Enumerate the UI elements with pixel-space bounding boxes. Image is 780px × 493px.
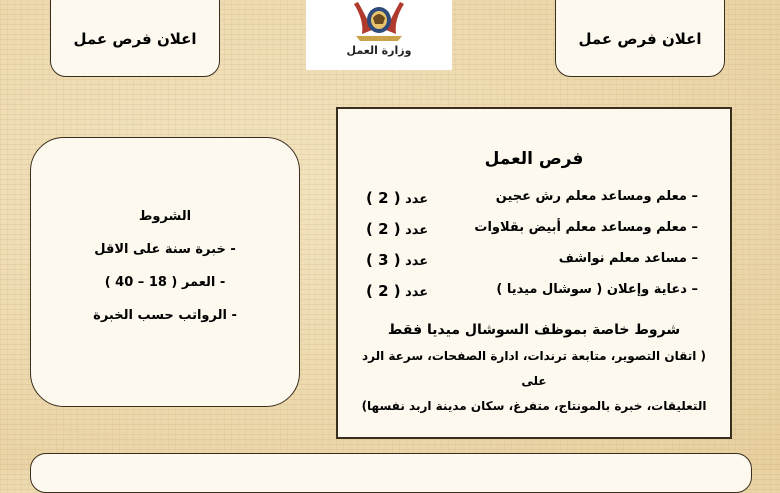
job-row bbox=[338, 214, 730, 245]
conditions-heading: الشروط bbox=[138, 209, 192, 224]
social-media-requirements bbox=[356, 344, 712, 419]
logo-caption: وزارة العمل bbox=[346, 44, 412, 57]
jobs-heading: فرص العمل bbox=[484, 149, 584, 169]
count-value: ( 2 ) bbox=[366, 189, 401, 207]
count-label: عدد bbox=[405, 285, 429, 300]
requirements-line: ( اتقان التصوير، متابعة ترندات، ادارة الصفحات، سرعة الرد على bbox=[361, 349, 707, 388]
condition-item: - العمر ( 18 – 40 ) bbox=[104, 275, 226, 290]
coat-of-arms-icon bbox=[344, 0, 414, 42]
jobs-panel bbox=[336, 107, 732, 439]
header-right-title: اعلان فرص عمل bbox=[578, 29, 702, 48]
count-value: ( 2 ) bbox=[366, 220, 401, 238]
job-title: – معلم ومساعد معلم أبيض بقلاوات bbox=[474, 220, 698, 235]
ministry-logo bbox=[306, 0, 452, 70]
job-title: – معلم ومساعد معلم رش عجين bbox=[495, 189, 698, 204]
job-count bbox=[366, 282, 428, 300]
job-row bbox=[338, 276, 730, 307]
count-value: ( 3 ) bbox=[366, 251, 401, 269]
header-left-box bbox=[50, 0, 220, 77]
conditions-panel bbox=[30, 137, 300, 407]
condition-item: - خبرة سنة على الاقل bbox=[94, 242, 236, 257]
header-left-title: اعلان فرص عمل bbox=[73, 29, 197, 48]
job-row bbox=[338, 245, 730, 276]
job-title: – مساعد معلم نواشف bbox=[558, 251, 698, 266]
job-count bbox=[366, 251, 428, 269]
social-media-requirements-title: شروط خاصة بموظف السوشال ميديا فقط bbox=[387, 322, 681, 338]
requirements-line: التعليقات، خبرة بالمونتاج، متفرغ، سكان مدينة اربد نفسها) bbox=[361, 399, 707, 413]
footer-box bbox=[30, 453, 752, 493]
header-right-box bbox=[555, 0, 725, 77]
count-label: عدد bbox=[405, 192, 429, 207]
job-count bbox=[366, 220, 428, 238]
count-label: عدد bbox=[405, 223, 429, 238]
job-title: – دعاية وإعلان ( سوشال ميديا ) bbox=[496, 282, 698, 297]
job-row bbox=[338, 183, 730, 214]
count-value: ( 2 ) bbox=[366, 282, 401, 300]
condition-item: - الرواتب حسب الخبرة bbox=[93, 308, 237, 323]
job-count bbox=[366, 189, 428, 207]
count-label: عدد bbox=[405, 254, 429, 269]
